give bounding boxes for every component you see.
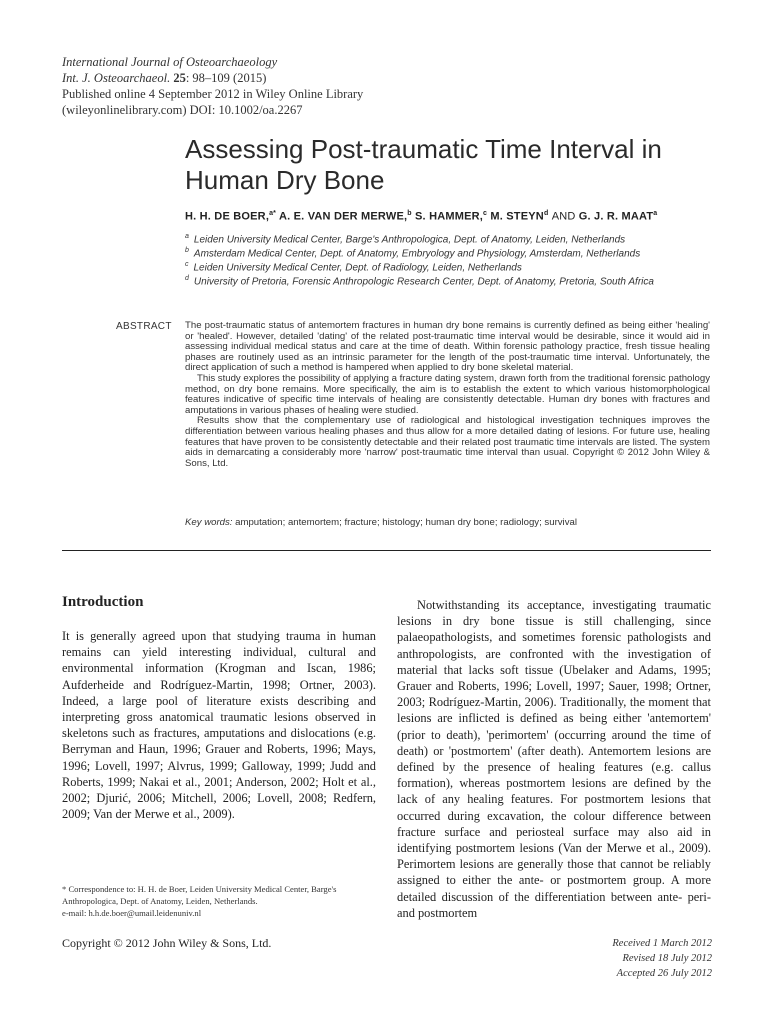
- abstract-paragraph: The post-traumatic status of antemortem fractures in human dry bone remains is currently defined as being either 'healing' or 'healed'. However, detailed 'dating' of the related post-traumatic time interval would be desirable, since it would aid in assessing individual medical status and care at the time of death. Within forensic pathology practice, fresh tissue healing phases are routinely used as an intrinsic parameter for the length of the post-traumatic time interval. Unfortunately, the direct application of such a method is hampered when applied to dry bone skeletal material.: [185, 320, 710, 374]
- abstract-label: ABSTRACT: [116, 321, 172, 332]
- journal-volume: 25: [173, 71, 186, 85]
- article-dates: [560, 936, 712, 981]
- affiliation-sup: a: [185, 233, 189, 240]
- author-list: [185, 210, 745, 223]
- journal-name: International Journal of Osteoarchaeology: [62, 55, 278, 69]
- affiliation-text: University of Pretoria, Forensic Anthropologic Research Center, Dept. of Anatomy, Pretoria, South Africa: [193, 276, 654, 288]
- author-name: S. HAMMER,: [415, 210, 484, 223]
- doi-prefix: (wileyonlinelibrary.com): [62, 103, 190, 117]
- affiliation-text: Leiden University Medical Center, Barge's Anthropologica, Dept. of Anatomy, Leiden, Netherlands: [193, 234, 626, 246]
- author-name: H. H. DE BOER,: [185, 210, 270, 223]
- correspondence-footnote: [62, 883, 376, 919]
- abstract-paragraph: This study explores the possibility of applying a fracture dating system, drawn forth from the traditional forensic pathology method, on dry bone remains. More specifically, the aim is to establish the extent to which various histomorphological features indicative of specific time intervals of healing are consistently detectable. Human dry bones with fractures and amputations in various phases of healing were studied.: [185, 372, 710, 416]
- abstract-paragraph: Results show that the complementary use of radiological and histological investigation techniques improves the differentiation between various healing phases and thus allow for a more detailed dating of lesions. For future use, healing features that have proven to be consistently detectable and their related post traumatic time intervals are listed. The system aids in demarcating a considerably more 'narrow' post-traumatic time interval than usual. Copyright © 2012 John Wiley & Sons, Ltd.: [185, 415, 710, 469]
- doi-value[interactable]: : 10.1002/oa.2267: [211, 103, 303, 117]
- author-name: M. STEYN: [490, 210, 544, 223]
- revised-date: Revised 18 July 2012: [622, 953, 712, 964]
- affiliation-sup: c: [185, 261, 189, 268]
- doi-line: [62, 102, 302, 118]
- affiliation: [185, 272, 745, 289]
- journal-pages: : 98–109 (2015): [185, 71, 267, 85]
- author-sup: a: [653, 210, 658, 217]
- author-sup: a*: [269, 210, 277, 217]
- keywords-list: amputation; antemortem; fracture; histology; human dry bone; radiology; survival: [235, 517, 577, 528]
- divider-rule: [62, 550, 711, 551]
- abstract-body: [185, 321, 710, 469]
- copyright-notice: Copyright © 2012 John Wiley & Sons, Ltd.: [62, 936, 272, 950]
- author-sup: d: [543, 210, 549, 217]
- author-name: G. J. R. MAAT: [578, 210, 654, 223]
- affiliation-text: Amsterdam Medical Center, Dept. of Anatomy, Embryology and Physiology, Amsterdam, Netherlands: [193, 248, 641, 260]
- body-column-left: [62, 628, 376, 822]
- journal-citation: [62, 70, 266, 86]
- keywords-label: Key words:: [185, 517, 233, 528]
- journal-abbrev: Int. J. Osteoarchaeol.: [62, 71, 171, 85]
- affiliation-text: Leiden University Medical Center, Dept. of Radiology, Leiden, Netherlands: [193, 262, 522, 274]
- body-paragraph: Notwithstanding its acceptance, investigating traumatic lesions in dry bone tissue is still challenging, since palaeopathologists, and sometimes forensic pathologists and anthropologists, are confronted with the investigation of material that lacks soft tissue (Ubelaker and Adams, 1995; Grauer and Roberts, 1996; Lovell, 1997; Sauer, 1998; Ortner, 2003; Rodríguez-Martin, 2006). Traditionally, the moment that lesions are inflicted is defined as being either 'antemortem' (prior to death), 'perimortem' (occurring around the time of death) or 'postmortem' (after death). Antemortem lesions are defined by the presence of healing features (e.g. callus formation), whereas postmortem lesions are defined by the lack of any healing features. For postmortem lesions that occurred during excavation, the colour difference between fracture surface and periosteal surface may also aid in identifying postmortem lesions (Van der Merwe et al., 2009). Perimortem lesions are generally those that cannot be reliably assigned to either the ante- or postmortem group. A more detailed discussion of the differentiation between ante- peri- and postmortem: [397, 598, 711, 920]
- affiliation-sup: b: [185, 247, 189, 254]
- author-sup: b: [407, 210, 412, 217]
- body-column-right: [397, 597, 711, 921]
- footnote-email[interactable]: e-mail: h.h.de.boer@umail.leidenuniv.nl: [62, 908, 202, 918]
- article-title: Assessing Post-traumatic Time Interval in Human Dry Bone: [185, 134, 662, 195]
- section-heading-introduction: Introduction: [62, 594, 144, 610]
- keywords: [185, 517, 710, 528]
- affiliation-sup: d: [185, 275, 189, 282]
- author-name: A. E. VAN DER MERWE,: [278, 210, 408, 223]
- received-date: Received 1 March 2012: [612, 938, 712, 949]
- author-sup: c: [483, 210, 488, 217]
- doi-label: DOI: [189, 103, 212, 117]
- accepted-date: Accepted 26 July 2012: [616, 968, 712, 979]
- footnote-address: * Correspondence to: H. H. de Boer, Leiden University Medical Center, Barge's Anthropologica, Dept. of Anatomy, Leiden, Netherlands.: [62, 884, 337, 906]
- publication-line: Published online 4 September 2012 in Wiley Online Library: [62, 87, 364, 101]
- author-and: AND: [551, 210, 576, 223]
- body-paragraph: It is generally agreed upon that studying trauma in human remains can yield interesting individual, cultural and environmental information (Krogman and Iscan, 1986; Aufderheide and Rodríguez-Martin, 1998; Ortner, 2003). Indeed, a large pool of literature exists describing and interpreting gross anatomical traumatic lesions observed in skeletons such as fractures, amputations and dislocations (e.g. Berryman and Haun, 1996; Grauer and Roberts, 1996; Mays, 1996; Lovell, 1997; Alvrus, 1999; Galloway, 1999; Judd and Roberts, 1999; Nakai et al., 2001; Anderson, 2002; Holt et al., 2002; Djurić, 2006; Mitchell, 2006; Lovell, 2008; Redfern, 2009; Van der Merwe et al., 2009).: [62, 629, 376, 822]
